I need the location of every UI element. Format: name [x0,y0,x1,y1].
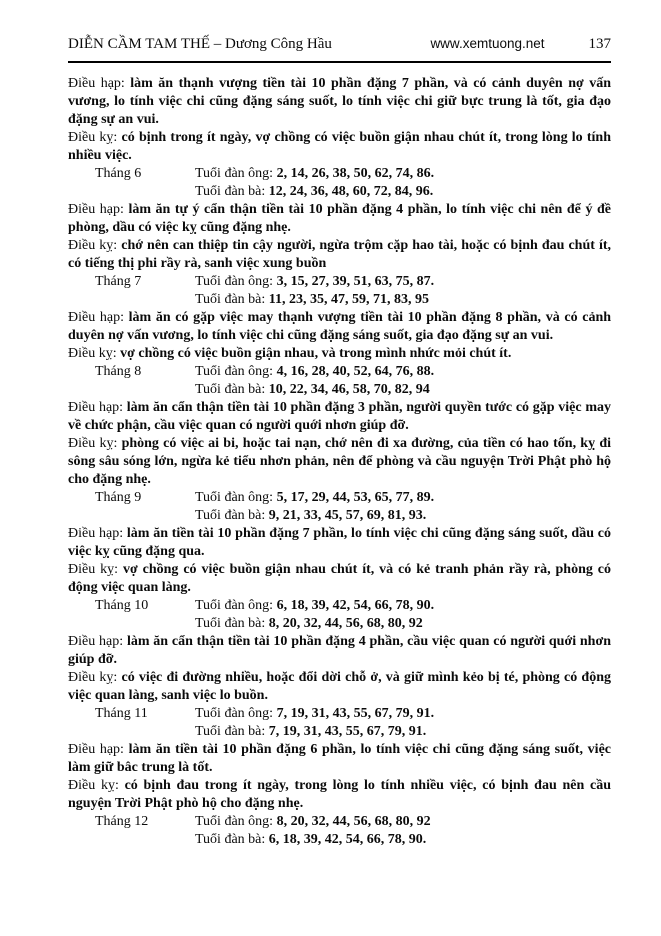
ky-paragraph [68,669,611,705]
ky-text: có việc đi đường nhiều, hoặc đổi dời chỗ ở, và giữ mình kẻo bị té, phòng có động việc quan làng, sanh việc lo buồn. [68,670,611,703]
women-ages [195,291,429,309]
website-url: www.xemtuong.net [430,36,545,51]
men-ages-label: Tuổi đàn ông: [195,364,274,379]
month-name: Tháng 8 [95,364,142,379]
intro-ky-paragraph [68,129,611,165]
men-ages-values: 4, 16, 28, 40, 52, 64, 76, 88. [276,364,435,379]
hap-text: làm ăn tự ý cẩn thận tiền tài 10 phần đặng 4 phần, lo tính việc chi nên để ý đề phòng, dầu có việc kỵ cũng đặng nhẹ. [68,202,611,235]
ky-text: có bịnh trong ít ngày, vợ chồng có việc buồn giận nhau chút ít, trong lòng lo tính nhiều việc. [68,130,612,163]
month-name: Tháng 7 [95,274,142,289]
men-ages-values: 5, 17, 29, 44, 53, 65, 77, 89. [276,490,435,505]
hap-paragraph [68,633,611,669]
women-ages-label: Tuổi đàn bà: [195,292,266,307]
women-ages-label: Tuổi đàn bà: [195,724,266,739]
month-women-row [68,291,611,309]
hap-label: Điều hạp: [68,202,124,217]
hap-paragraph [68,201,611,237]
ky-paragraph [68,561,611,597]
ky-label: Điều kỵ: [68,238,118,253]
ky-label: Điều kỵ: [68,130,118,145]
women-ages-values: 12, 24, 36, 48, 60, 72, 84, 96. [268,184,434,199]
month-men-row [68,705,611,723]
men-ages [195,273,434,291]
hap-label: Điều hạp: [68,634,124,649]
hap-paragraph [68,525,611,561]
men-ages [195,597,434,615]
men-ages-values: 3, 15, 27, 39, 51, 63, 75, 87. [276,274,435,289]
ky-text: vợ chồng có việc buồn giận nhau chút ít, và có kẻ tranh phản rầy rà, phòng có động việc quan làng. [68,562,612,595]
month-men-row [68,363,611,381]
month-name: Tháng 6 [95,166,142,181]
page-number: 137 [588,36,611,52]
month-name: Tháng 10 [95,598,149,613]
book-title: DIỄN CẦM TAM THẾ – Dương Công Hầu [68,36,332,52]
women-ages-values: 9, 21, 33, 45, 57, 69, 81, 93. [268,508,427,523]
months-container [68,165,611,849]
hap-paragraph [68,399,611,435]
ky-paragraph [68,777,611,813]
women-ages [195,615,423,633]
month-men-row [68,813,611,831]
women-ages-label: Tuổi đàn bà: [195,382,266,397]
month-women-row [68,183,611,201]
month-name-spacer [68,615,195,633]
month-name: Tháng 9 [95,490,142,505]
month-women-row [68,381,611,399]
women-ages [195,507,426,525]
women-ages-label: Tuổi đàn bà: [195,508,266,523]
month-men-row [68,273,611,291]
hap-label: Điều hạp: [68,742,124,757]
month-name-spacer [68,291,195,309]
men-ages-values: 2, 14, 26, 38, 50, 62, 74, 86. [276,166,435,181]
men-ages [195,813,431,831]
men-ages [195,489,434,507]
hap-text: làm ăn cẩn thận tiền tài 10 phần đặng 4 phần, cầu việc quan có người quới nhơn giúp đỡ. [68,634,612,667]
month-women-row [68,615,611,633]
hap-paragraph [68,741,611,777]
month-name-spacer [68,831,195,849]
men-ages [195,165,434,183]
ky-paragraph [68,237,611,273]
men-ages-label: Tuổi đàn ông: [195,814,274,829]
ky-text: vợ chồng có việc buồn giận nhau, và trong mình nhức mỏi chút ít. [120,346,512,361]
month-men-row [68,597,611,615]
month-women-row [68,507,611,525]
hap-text: làm ăn tiền tài 10 phần đặng 6 phần, lo tính việc chi cũng đặng sáng suốt, việc làm giữ bâc trung là tốt. [68,742,612,775]
month-name-spacer [68,723,195,741]
ky-paragraph [68,345,611,363]
month-name-spacer [68,183,195,201]
women-ages-values: 7, 19, 31, 43, 55, 67, 79, 91. [268,724,427,739]
men-ages-values: 6, 18, 39, 42, 54, 66, 78, 90. [276,598,435,613]
men-ages [195,705,434,723]
month-name-spacer [68,507,195,525]
month-women-row [68,723,611,741]
ky-text: chớ nên can thiệp tin cậy người, ngừa trộm cặp hao tài, hoặc có bịnh đau chút ít, có tiếng thị phi rầy rà, sanh việc xung buồn [68,238,612,271]
header-right [430,36,611,53]
hap-label: Điều hạp: [68,310,124,325]
ky-label: Điều kỵ: [68,778,119,793]
men-ages-label: Tuổi đàn ông: [195,598,274,613]
men-ages-label: Tuổi đàn ông: [195,274,274,289]
ky-text: có bịnh đau trong ít ngày, trong lòng lo tính nhiều việc, có bịnh đau nên cầu nguyện Trời Phật phò hộ cho đặng nhẹ. [68,778,611,811]
hap-text: làm ăn có gặp việc may thạnh vượng tiền tài 10 phần đặng 8 phần, và có cảnh duyên nợ vấn vương, lo tính việc chi cũng đặng sáng suốt, gia đạo đặng sự an vui. [68,310,612,343]
hap-text: làm ăn thạnh vượng tiền tài 10 phần đặng 7 phần, và có cảnh duyên nợ vấn vương, lo tính việc chi cũng đặng sáng suốt, lo tính việc chi giữ bực trung là tốt, gia đạo đặng sự an vui. [68,76,611,127]
intro-hap-paragraph [68,75,611,129]
hap-label: Điều hạp: [68,76,125,91]
ky-label: Điều kỵ: [68,436,118,451]
women-ages [195,381,430,399]
women-ages-values: 11, 23, 35, 47, 59, 71, 83, 95 [268,292,430,307]
women-ages-label: Tuổi đàn bà: [195,832,266,847]
month-name: Tháng 12 [95,814,149,829]
page-body [68,75,611,849]
ky-label: Điều kỵ: [68,562,119,577]
month-men-row [68,165,611,183]
women-ages-values: 8, 20, 32, 44, 56, 68, 80, 92 [268,616,423,631]
month-women-row [68,831,611,849]
ky-text: phòng có việc ai bi, hoặc tai nạn, chớ nên đi xa đường, của tiền có hao tốn, kỵ đi sông sâu sóng lớn, ngừa kẻ tiểu nhơn phản, nên để phòng và cầu nguyện Trời Phật phò hộ cho đặng nhẹ. [68,436,611,487]
women-ages [195,831,426,849]
men-ages-values: 7, 19, 31, 43, 55, 67, 79, 91. [276,706,435,721]
hap-label: Điều hạp: [68,526,124,541]
men-ages-label: Tuổi đàn ông: [195,166,274,181]
hap-text: làm ăn cẩn thận tiền tài 10 phần đặng 3 phần, người quyền tước có gặp việc may về chức phận, cầu việc quan có người quới nhơn giúp đỡ. [68,400,612,433]
women-ages-values: 10, 22, 34, 46, 58, 70, 82, 94 [268,382,430,397]
month-men-row [68,489,611,507]
men-ages-values: 8, 20, 32, 44, 56, 68, 80, 92 [276,814,431,829]
men-ages [195,363,434,381]
ky-label: Điều kỵ: [68,670,118,685]
hap-label: Điều hạp: [68,400,124,415]
month-name: Tháng 11 [95,706,148,721]
women-ages [195,183,433,201]
women-ages-label: Tuổi đàn bà: [195,184,266,199]
women-ages-values: 6, 18, 39, 42, 54, 66, 78, 90. [268,832,427,847]
women-ages [195,723,426,741]
page-header [68,36,611,63]
ky-label: Điều kỵ: [68,346,117,361]
women-ages-label: Tuổi đàn bà: [195,616,266,631]
ky-paragraph [68,435,611,489]
month-name-spacer [68,381,195,399]
hap-paragraph [68,309,611,345]
men-ages-label: Tuổi đàn ông: [195,706,274,721]
men-ages-label: Tuổi đàn ông: [195,490,274,505]
hap-text: làm ăn tiền tài 10 phần đặng 7 phần, lo tính việc chi cũng đặng sáng suốt, dầu có việc kỵ cũng đặng qua. [68,526,611,559]
